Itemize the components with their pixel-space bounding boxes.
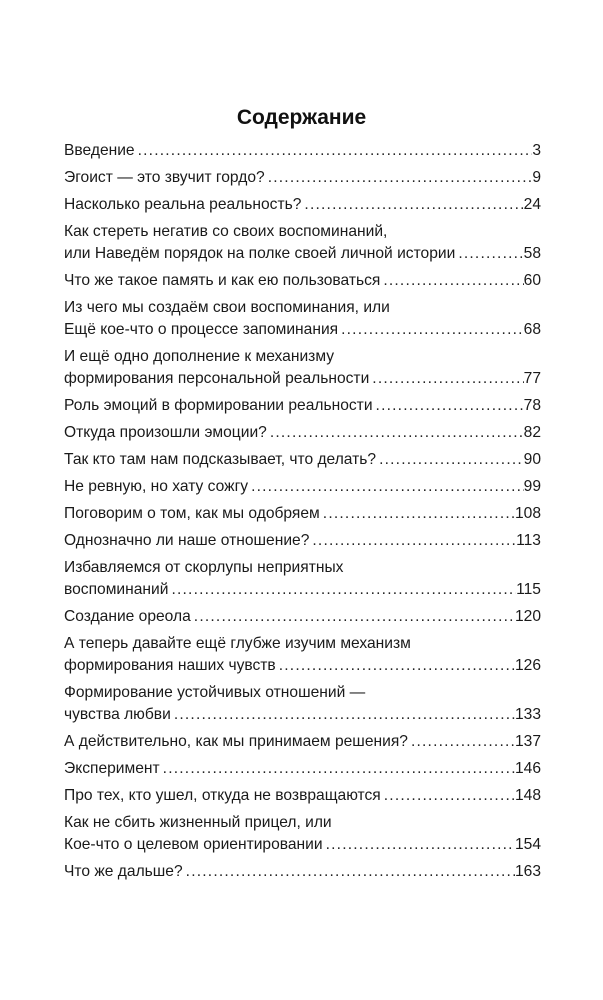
toc-entry-title: Про тех, кто ушел, откуда не возвращаются (64, 787, 381, 804)
toc-entry (64, 395, 541, 417)
toc-entry-title: формирования персональной реальности (64, 370, 370, 387)
toc-entry-title: Однозначно ли наше отношение? (64, 532, 310, 549)
dot-leader (373, 395, 524, 417)
toc-entry-title: Эксперимент (64, 760, 160, 777)
toc-entry-page-number: 77 (523, 370, 541, 387)
toc-entry-row (64, 834, 541, 856)
toc-entry-page-number: 120 (514, 608, 541, 625)
toc-entry (64, 682, 541, 726)
toc-entry-row (64, 319, 541, 341)
toc-entry-page-number: 108 (514, 505, 541, 522)
toc-entry-title: Что же дальше? (64, 863, 183, 880)
dot-leader (323, 834, 515, 856)
toc-entry-page-number: 68 (523, 321, 541, 338)
toc-entry-title: Эгоист — это звучит гордо? (64, 169, 265, 186)
toc-entry (64, 194, 541, 216)
toc-entry-page-number: 60 (523, 272, 541, 289)
dot-leader (160, 758, 515, 780)
toc-entry-row (64, 530, 541, 552)
toc-entry (64, 503, 541, 525)
dot-leader (171, 704, 515, 726)
toc-entry (64, 167, 541, 189)
toc-entry (64, 606, 541, 628)
toc-entry-title-line: И ещё одно дополнение к механизму (64, 348, 335, 365)
dot-leader (267, 422, 524, 444)
toc-entry-row (64, 368, 541, 390)
toc-entry-row (64, 422, 541, 444)
toc-entry-page-number: 24 (523, 196, 541, 213)
toc-entry-title-line: А теперь давайте ещё глубже изучим механизм (64, 635, 411, 652)
toc-entry-title-line: Как стереть негатив со своих воспоминаний, (64, 223, 388, 240)
toc-entry-page-number: 9 (532, 169, 541, 186)
toc-entry-page-number: 154 (514, 836, 541, 853)
dot-leader (381, 785, 515, 807)
toc-entry-page-number: 148 (514, 787, 541, 804)
toc-entry-title: формирования наших чувств (64, 657, 276, 674)
toc-entry (64, 270, 541, 292)
toc-entry-page-number: 90 (523, 451, 541, 468)
toc-entry-row (64, 704, 541, 726)
toc-entry-title: Не ревную, но хату сожгу (64, 478, 249, 495)
toc-entry-title: чувства любви (64, 706, 171, 723)
toc-entry-page-number: 126 (514, 657, 541, 674)
toc-entry-row (64, 243, 541, 265)
toc-entry-page-number: 115 (516, 581, 541, 598)
toc-entry-title: Роль эмоций в формировании реальности (64, 397, 373, 414)
toc-entry-row (64, 167, 541, 189)
toc-entry-row (64, 476, 541, 498)
toc-entry-title: Поговорим о том, как мы одобряем (64, 505, 320, 522)
toc-entry-page-number: 78 (523, 397, 541, 414)
dot-leader (309, 530, 516, 552)
toc-entry-page-number: 82 (523, 424, 541, 441)
toc-entry-row (64, 861, 541, 883)
dot-leader (168, 579, 516, 601)
toc-entry (64, 221, 541, 265)
toc-entry-page-number: 137 (514, 733, 541, 750)
toc-entry (64, 422, 541, 444)
toc-entry-row (64, 606, 541, 628)
toc-entry (64, 758, 541, 780)
toc-entry (64, 476, 541, 498)
dot-leader (320, 503, 515, 525)
toc-entry-title-line: Из чего мы создаём свои воспоминания, или (64, 299, 390, 316)
toc-entry (64, 731, 541, 753)
toc-entry (64, 530, 541, 552)
toc-entry-title: Откуда произошли эмоции? (64, 424, 267, 441)
toc-entry-title: А действительно, как мы принимаем решения? (64, 733, 408, 750)
toc-entry-row (64, 194, 541, 216)
toc-entry (64, 785, 541, 807)
toc-entry-row (64, 395, 541, 417)
toc-entry (64, 633, 541, 677)
toc-entry-title: Создание ореола (64, 608, 191, 625)
toc-entry-title: Введение (64, 142, 135, 159)
dot-leader (135, 140, 533, 162)
toc-entry-page-number: 133 (514, 706, 541, 723)
toc-entry-page-number: 163 (514, 863, 541, 880)
toc-entry (64, 297, 541, 341)
toc-entry-row (64, 785, 541, 807)
toc-entry (64, 140, 541, 162)
toc-entry-row (64, 579, 541, 601)
toc-entry-page-number: 58 (523, 245, 541, 262)
toc-entry-row (64, 449, 541, 471)
toc-entry-title-line: Формирование устойчивых отношений — (64, 684, 366, 701)
toc-entry-row (64, 140, 541, 162)
toc-entry-title: Кое-что о целевом ориентировании (64, 836, 323, 853)
dot-leader (265, 167, 533, 189)
dot-leader (380, 270, 523, 292)
toc-entry-title: или Наведём порядок на полке своей личной истории (64, 245, 456, 262)
toc-entry-row (64, 758, 541, 780)
toc-entry-page-number: 146 (514, 760, 541, 777)
toc-entry-row (64, 270, 541, 292)
toc-entry (64, 557, 541, 601)
toc-entry-row (64, 503, 541, 525)
dot-leader (338, 319, 524, 341)
table-of-contents (64, 140, 541, 888)
toc-entry-row (64, 655, 541, 677)
dot-leader (191, 606, 515, 628)
toc-entry-title-line: Как не сбить жизненный прицел, или (64, 814, 332, 831)
toc-entry-row (64, 731, 541, 753)
dot-leader (301, 194, 523, 216)
page-title: Содержание (236, 106, 367, 129)
dot-leader (455, 243, 523, 265)
toc-entry-page-number: 113 (516, 532, 541, 549)
toc-entry-title: воспоминаний (64, 581, 169, 598)
toc-entry-title: Так кто там нам подсказывает, что делать? (64, 451, 377, 468)
toc-entry-title: Ещё кое-что о процессе запоминания (64, 321, 339, 338)
toc-entry (64, 449, 541, 471)
dot-leader (369, 368, 523, 390)
toc-entry (64, 812, 541, 856)
toc-entry-title-line: Избавляемся от скорлупы неприятных (64, 559, 344, 576)
toc-entry (64, 346, 541, 390)
toc-entry-page-number: 99 (523, 478, 541, 495)
toc-entry-page-number: 3 (532, 142, 541, 159)
dot-leader (376, 449, 524, 471)
toc-entry-title: Насколько реальна реальность? (64, 196, 302, 213)
dot-leader (183, 861, 515, 883)
dot-leader (408, 731, 515, 753)
dot-leader (248, 476, 524, 498)
toc-entry-title: Что же такое память и как ею пользоваться (64, 272, 381, 289)
dot-leader (276, 655, 515, 677)
toc-entry (64, 861, 541, 883)
